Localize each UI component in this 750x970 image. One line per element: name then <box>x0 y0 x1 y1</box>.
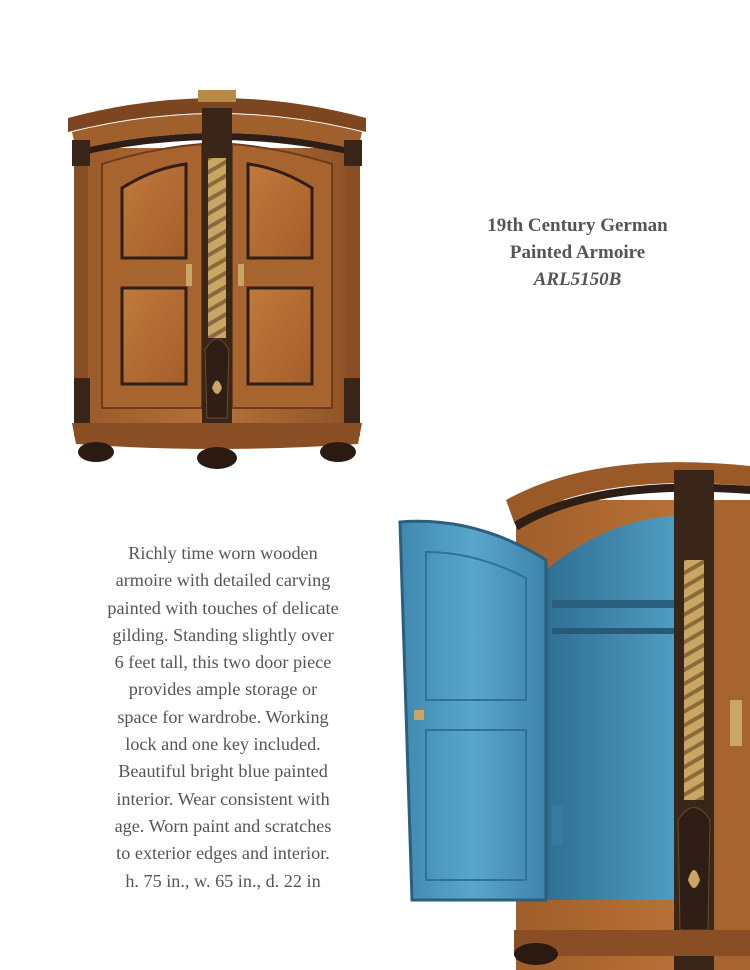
armoire-closed-photo <box>62 88 372 470</box>
product-title-line2: Painted Armoire <box>509 242 646 263</box>
description-line: 6 feet tall, this two door piece <box>114 652 332 673</box>
product-title-line1: 19th Century German <box>487 215 668 236</box>
armoire-open-photo <box>396 460 750 970</box>
description-line: age. Worn paint and scratches <box>114 815 332 836</box>
description-line: gilding. Standing slightly over <box>112 624 334 645</box>
product-description <box>88 540 358 895</box>
product-title-block <box>455 212 700 293</box>
description-line: interior. Wear consistent with <box>116 788 330 809</box>
description-line: painted with touches of delicate <box>107 597 339 618</box>
product-sku: ARL5150B <box>533 269 622 290</box>
description-line: lock and one key included. <box>125 734 321 755</box>
description-line: Beautiful bright blue painted <box>118 761 328 782</box>
product-dimensions: h. 75 in., w. 65 in., d. 22 in <box>125 870 321 891</box>
description-line: armoire with detailed carving <box>115 570 331 591</box>
description-line: provides ample storage or <box>128 679 318 700</box>
description-line: Richly time worn wooden <box>128 543 318 563</box>
description-line: to exterior edges and interior. <box>116 843 330 864</box>
description-line: space for wardrobe. Working <box>117 706 329 727</box>
